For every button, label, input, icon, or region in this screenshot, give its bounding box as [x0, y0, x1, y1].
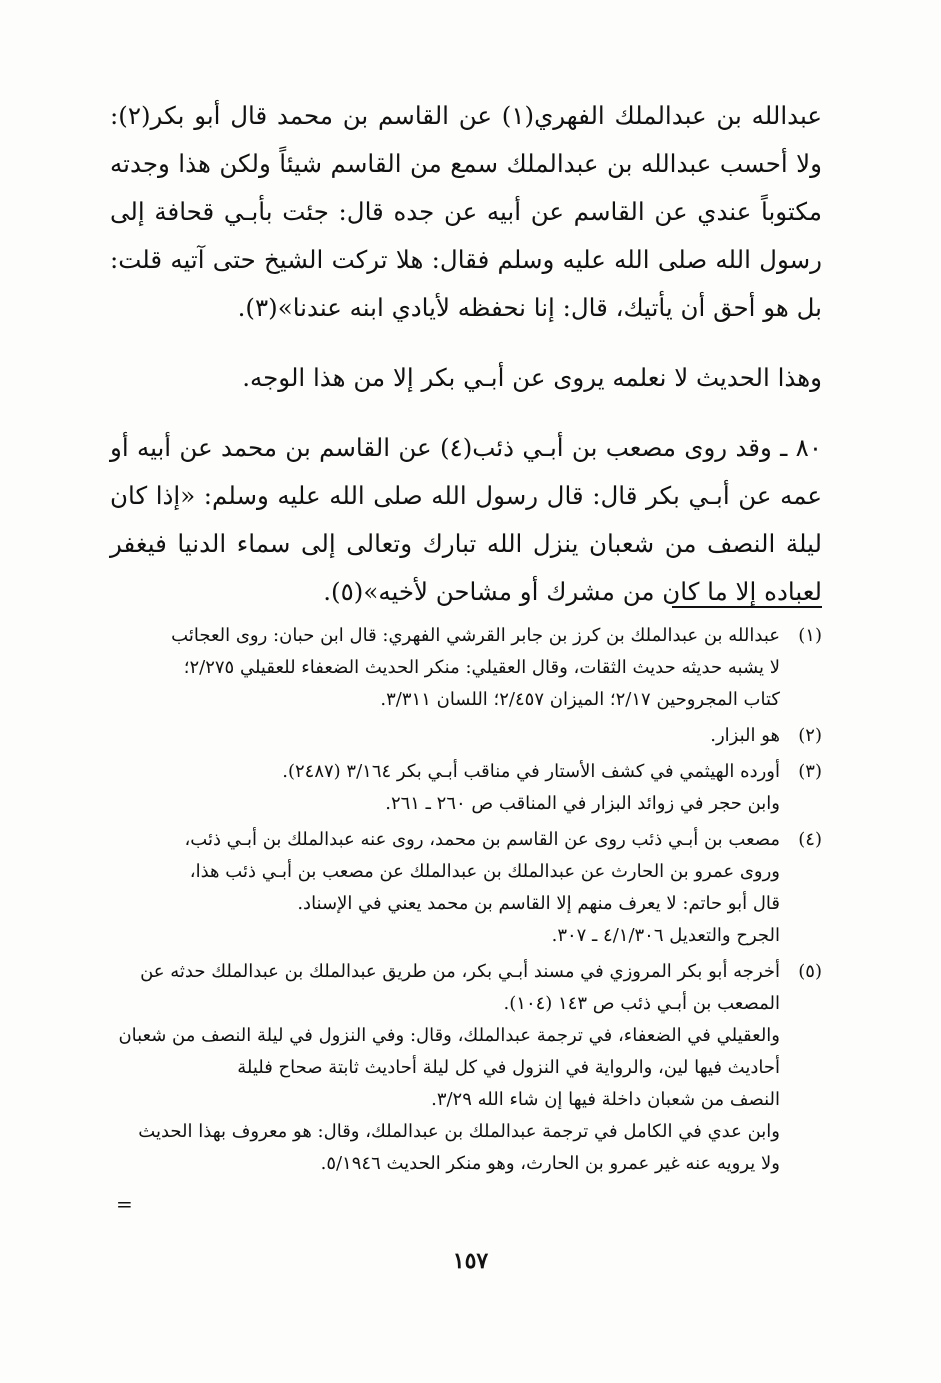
- footnote-2: [110, 720, 822, 752]
- footnote-line: أخرجه أبو بكر المروزي في مسند أبـي بكر، من طريق عبدالملك بن عبدالملك حدثه عن: [140, 961, 780, 982]
- footnote-number: (٢): [798, 725, 822, 746]
- footnote-line: ولا يرويه عنه غير عمرو بن الحارث، وهو منكر الحديث ٥/١٩٤٦.: [320, 1153, 780, 1174]
- main-text: [110, 92, 822, 638]
- footnote-line: عبدالله بن عبدالملك بن كرز بن جابر القرشي الفهري: قال ابن حبان: روى العجائب: [171, 625, 780, 646]
- footnote-line: وروى عمرو بن الحارث عن عبدالملك بن عبدالملك عن مصعب بن أبـي ذئب هذا،: [189, 861, 780, 882]
- footnote-line: قال أبو حاتم: لا يعرف منهم إلا القاسم بن محمد يعني في الإسناد.: [297, 893, 780, 914]
- main-paragraph: عبدالله بن عبدالملك الفهري(١) عن القاسم بن محمد قال أبو بكر(٢): ولا أحسب عبدالله بن عبدالملك سمع من القاسم شيئاً ولكن هذا وجدته مكتوباً عندي عن القاسم عن أبيه عن جده قال: جئت بأبـي قحافة إلى رسول الله صلى الله عليه وسلم فقال: هلا تركت الشيخ حتى آتيه قلت: بل هو أحق أن يأتيك، قال: إنا نحفظه لأيادي ابنه عندنا»(٣).: [110, 101, 822, 322]
- footnote-number: (١): [798, 625, 822, 646]
- footnote-line: أحاديث فيها لين، والرواية في النزول في كل ليلة أحاديث ثابتة صحاح فليلة: [237, 1057, 780, 1078]
- footnote-line: الجرح والتعديل ٤/١/٣٠٦ ـ ٣٠٧.: [551, 925, 780, 946]
- footnote-4: [110, 824, 822, 952]
- footnote-line: مصعب بن أبـي ذئب روى عن القاسم بن محمد، روى عنه عبدالملك بن أبـي ذئب،: [184, 829, 780, 850]
- footnote-line: وابن حجر في زوائد البزار في المناقب ص ٢٦٠ ـ ٢٦١.: [385, 793, 780, 814]
- footnote-line: المصعب بن أبـي ذئب ص ١٤٣ (١٠٤).: [503, 993, 780, 1014]
- footnote-line: النصف من شعبان داخلة فيها إن شاء الله ٣/٢٩.: [431, 1089, 780, 1110]
- footnote-line: لا يشبه حديثه حديث الثقات، وقال العقيلي: منكر الحديث الضعفاء للعقيلي ٢/٢٧٥؛: [183, 657, 780, 678]
- footnote-line: هو البزار.: [710, 725, 780, 746]
- main-paragraph: ٨٠ ـ وقد روى مصعب بن أبـي ذئب(٤) عن القاسم بن محمد عن أبيه أو عمه عن أبـي بكر قال: قال رسول الله صلى الله عليه وسلم: «إذا كان ليلة النصف من شعبان ينزل الله تبارك وتعالى إلى سماء الدنيا فيغفر لعباده إلا ما كان من مشرك أو مشاحن لأخيه»(٥).: [110, 433, 822, 606]
- page-number: ١٥٧: [452, 1248, 489, 1274]
- footnote-line: والعقيلي في الضعفاء، في ترجمة عبدالملك، وقال: وفي النزول في ليلة النصف من شعبان: [118, 1025, 780, 1046]
- footnote-5: [110, 956, 822, 1180]
- footnote-line: وابن عدي في الكامل في ترجمة عبدالملك بن عبدالملك، وقال: هو معروف بهذا الحديث: [138, 1121, 780, 1142]
- footnote-number: (٣): [798, 761, 822, 782]
- footnote-separator: [672, 606, 822, 608]
- footnote-line: كتاب المجروحين ٢/١٧؛ الميزان ٢/٤٥٧؛ اللسان ٣/٣١١.: [380, 689, 780, 710]
- footnote-number: (٤): [798, 829, 822, 850]
- footnote-line: أورده الهيثمي في كشف الأستار في مناقب أبـي بكر ٣/١٦٤ (٢٤٨٧).: [282, 761, 780, 782]
- footnote-1: [110, 620, 822, 716]
- continuation-mark: =: [116, 1192, 133, 1216]
- main-paragraph: وهذا الحديث لا نعلمه يروى عن أبـي بكر إلا من هذا الوجه.: [242, 363, 822, 392]
- footnotes: [110, 620, 822, 1184]
- footnote-number: (٥): [798, 961, 822, 982]
- footnote-3: [110, 756, 822, 820]
